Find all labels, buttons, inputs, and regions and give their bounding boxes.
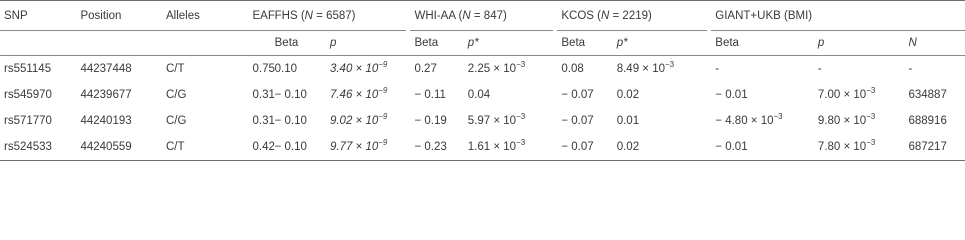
cell-eaf: 0.31: [252, 89, 275, 101]
header-whi-p: p*: [464, 31, 554, 56]
header-whi-beta: Beta: [410, 31, 463, 56]
cell-position: 44240559: [76, 134, 162, 161]
cell-fhs-beta: 0.10: [274, 63, 298, 75]
cell-kcos-p: 0.02: [613, 134, 708, 161]
cell-fhs-p: $7.46 \times 10^{-9}$: [329, 86, 388, 101]
table-row: [0, 108, 965, 134]
cell-eaf: 0.42: [249, 134, 271, 161]
cell-giant-beta: − 0.01: [715, 89, 748, 101]
cell-alleles: C/T: [165, 63, 185, 75]
kcos-name: KCOS (: [561, 9, 601, 22]
table-row: [0, 82, 965, 108]
header-kcos-p: p*: [613, 31, 708, 56]
cell-snp: rs524533: [0, 134, 76, 161]
cell-giant-p: $9.80 \times 10^{-3}$: [817, 112, 876, 127]
cell-eaf: 0.31: [252, 115, 275, 127]
cell-whi-p: $5.97 \times 10^{-3}$: [467, 112, 526, 127]
header-group-fhs: [271, 1, 407, 31]
header-eaf: EAF: [249, 1, 271, 31]
whi-n-value: = 847): [470, 9, 507, 22]
cell-kcos-beta: − 0.07: [561, 89, 594, 101]
kcos-n-value: = 2219): [609, 9, 652, 22]
whi-n-label: N: [462, 9, 471, 22]
table-row: [0, 134, 965, 161]
cell-kcos-p: 0.01: [616, 115, 640, 127]
cell-whi-p: $1.61 \times 10^{-3}$: [464, 134, 554, 161]
cell-giant-n: -: [908, 63, 913, 75]
header-row-groups: [0, 1, 965, 31]
cell-snp: rs551145: [4, 63, 52, 75]
cell-fhs-beta: − 0.10: [274, 89, 307, 101]
cell-giant-n: 687217: [904, 134, 965, 161]
cell-giant-n: 634887: [908, 89, 947, 101]
cell-whi-beta: − 0.11: [414, 89, 446, 101]
cell-kcos-p: 0.02: [616, 89, 640, 101]
cell-giant-p: $7.80 \times 10^{-3}$: [814, 134, 905, 161]
kcos-n-label: N: [601, 9, 610, 22]
cell-giant-beta: − 0.01: [711, 134, 814, 161]
cell-alleles: C/G: [165, 89, 187, 101]
cell-whi-p: 0.04: [467, 89, 491, 101]
cell-position: 44239677: [80, 89, 132, 101]
fhs-name: FHS (: [274, 9, 305, 22]
cell-alleles: C/G: [165, 115, 187, 127]
cell-giant-beta: -: [715, 63, 720, 75]
header-group-whi: [410, 1, 553, 31]
header-giant-n: N: [904, 31, 965, 56]
cell-giant-p: $7.00 \times 10^{-3}$: [817, 86, 876, 101]
header-giant-p: p: [814, 31, 905, 56]
header-snp: SNP: [0, 1, 76, 31]
header-kcos-beta: Beta: [557, 31, 612, 56]
cell-eaf: 0.75: [252, 63, 275, 75]
cell-giant-n: 688916: [908, 115, 947, 127]
cell-snp: rs571770: [4, 115, 52, 127]
header-alleles: Alleles: [162, 1, 249, 31]
cell-kcos-beta: − 0.07: [561, 115, 594, 127]
header-position: Position: [76, 1, 162, 31]
cell-position: 44237448: [80, 63, 132, 75]
cell-whi-beta: − 0.19: [414, 115, 447, 127]
cell-kcos-beta: 0.08: [561, 63, 584, 75]
cell-fhs-p: $9.02 \times 10^{-9}$: [329, 112, 388, 127]
cell-whi-beta: 0.27: [414, 63, 437, 75]
cell-kcos-p: $8.49 \times 10^{-3}$: [616, 60, 675, 75]
table-row: [0, 56, 965, 83]
cell-fhs-beta: − 0.10: [271, 134, 326, 161]
fhs-n-value: = 6587): [312, 9, 356, 22]
cell-snp: rs545970: [4, 89, 52, 101]
cell-fhs-p: $3.40 \times 10^{-9}$: [329, 60, 388, 75]
cell-giant-p: -: [817, 63, 822, 75]
header-row-stats: [0, 31, 965, 56]
whi-name: WHI-AA (: [414, 9, 463, 22]
header-fhs-p: p: [326, 31, 406, 56]
cell-whi-p: $2.25 \times 10^{-3}$: [467, 60, 526, 75]
cell-fhs-p: $9.77 \times 10^{-9}$: [326, 134, 406, 161]
cell-position: 44240193: [80, 115, 132, 127]
cell-alleles: C/T: [162, 134, 249, 161]
fhs-n-label: N: [304, 9, 313, 22]
cell-kcos-beta: − 0.07: [557, 134, 612, 161]
header-fhs-beta: Beta: [271, 31, 326, 56]
cell-giant-beta: − $4.80 \times 10^{-3}$: [715, 112, 783, 127]
header-giant-beta: Beta: [711, 31, 814, 56]
cell-fhs-beta: − 0.10: [274, 115, 307, 127]
header-group-kcos: [557, 1, 707, 31]
cell-whi-beta: − 0.23: [410, 134, 463, 161]
header-group-giant: GIANT+UKB (BMI): [711, 1, 965, 31]
